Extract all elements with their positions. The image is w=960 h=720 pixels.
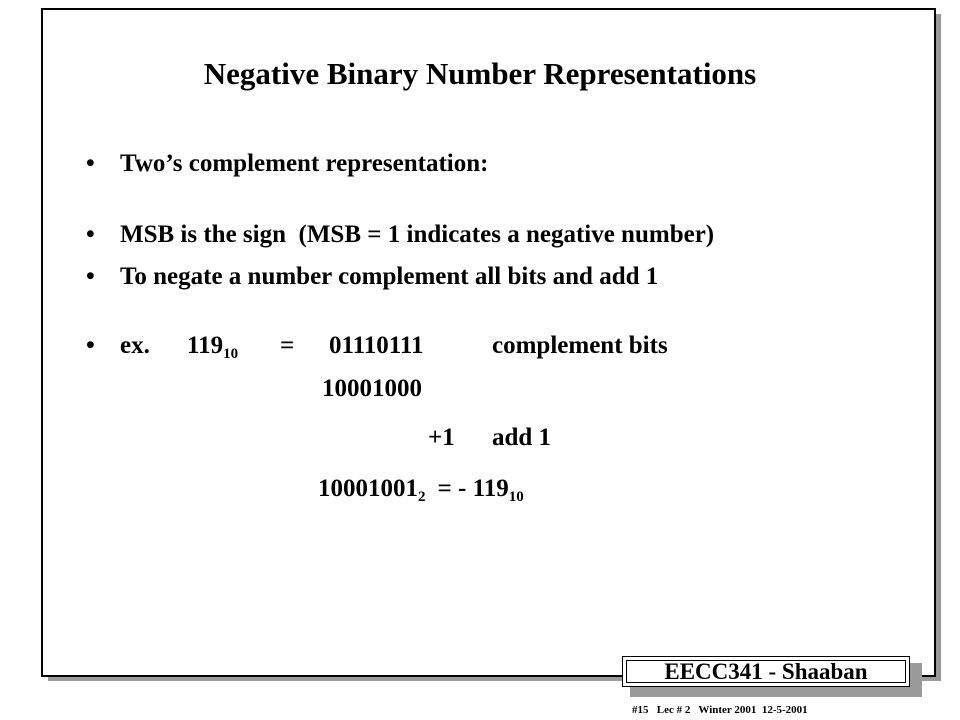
example-decimal <box>187 332 238 360</box>
example-equals: = <box>280 332 295 359</box>
bullet-marker: • <box>86 263 95 290</box>
example-plus-one: +1 <box>428 424 455 451</box>
footer-note: #15 Lec # 2 Winter 2001 12-5-2001 <box>632 704 808 716</box>
example-complement-label: complement bits <box>492 332 668 359</box>
footer-course-label: EECC341 - Shaaban <box>622 656 910 687</box>
example-result <box>318 475 524 503</box>
example-prefix: ex. <box>120 332 150 359</box>
example-result-base: 2 <box>418 489 426 505</box>
example-complemented: 10001000 <box>322 375 422 402</box>
bullet-marker: • <box>86 150 95 177</box>
example-result-decimal-base: 10 <box>508 489 524 505</box>
example-result-binary: 10001001 <box>318 475 418 502</box>
slide-title: Negative Binary Number Representations <box>203 56 757 91</box>
example-add-label: add 1 <box>492 424 552 451</box>
example-result-equals: = - 119 <box>437 475 509 502</box>
example-decimal-value: 119 <box>187 332 224 359</box>
bullet-marker: • <box>86 332 95 359</box>
bullet-negate-rule: To negate a number complement all bits and add 1 <box>120 263 659 290</box>
example-binary: 01110111 <box>329 332 424 359</box>
bullet-marker: • <box>86 221 95 248</box>
example-decimal-base: 10 <box>223 346 239 362</box>
slide-frame <box>41 8 936 677</box>
bullet-twos-complement: Two’s complement representation: <box>120 150 489 177</box>
bullet-msb-sign: MSB is the sign (MSB = 1 indicates a negative number) <box>120 221 715 248</box>
